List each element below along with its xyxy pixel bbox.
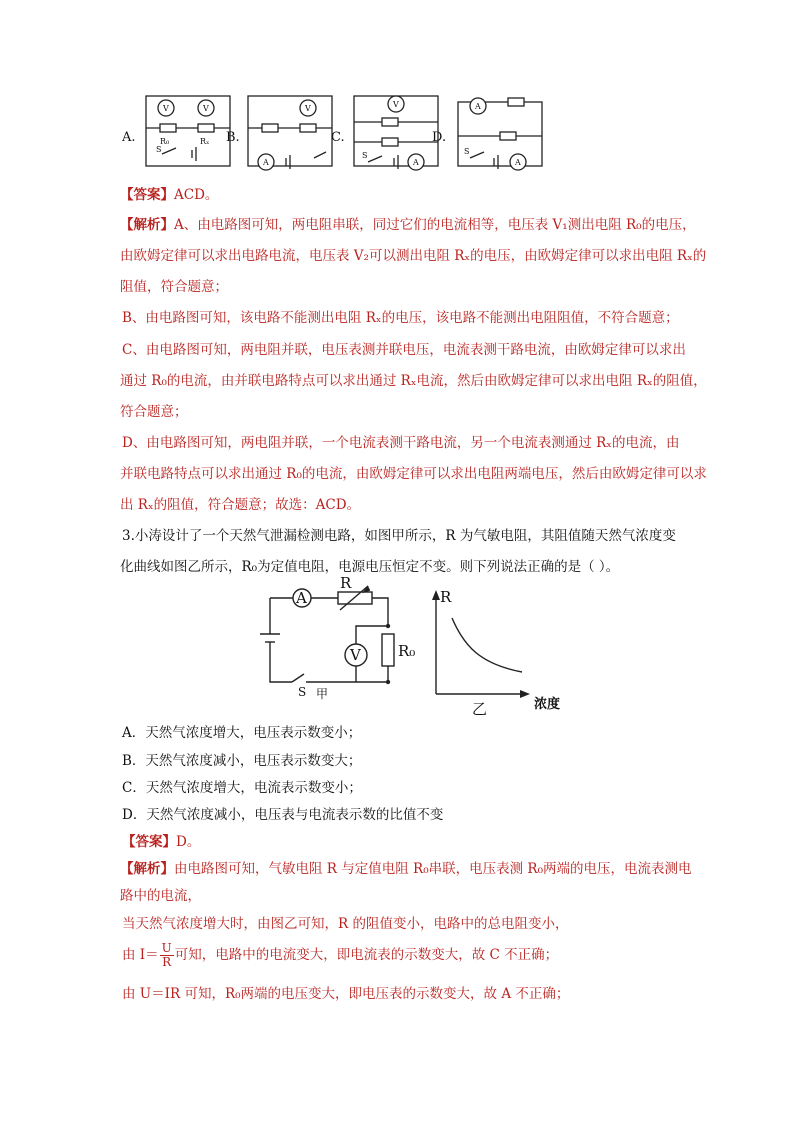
- analysis-1-line-10: 出 Rₓ的阻值，符合题意；故选：ACD。: [120, 497, 361, 513]
- graph-yi: [436, 594, 526, 694]
- analysis-1-line-3: 阻值，符合题意；: [120, 279, 228, 295]
- answer-3: [122, 832, 200, 852]
- question-3-figure: [256, 574, 576, 718]
- circuit-jia: [260, 586, 394, 682]
- circuit-c-ammeter: A: [413, 158, 419, 167]
- figure-ammeter-label: A: [296, 589, 307, 607]
- graph-y-label: R: [440, 588, 452, 606]
- ohm-fraction: $\frac{U}{R}$: [161, 941, 172, 969]
- analysis-3-line-3: 当天然气浓度增大时，由图乙可知，R 的阻值变小，电路中的总电阻变小，: [122, 916, 569, 932]
- option-a-label: A.: [122, 130, 136, 145]
- circuit-a-voltmeter-1: V: [163, 104, 169, 113]
- analysis-1-tag: 【解析】: [120, 217, 174, 233]
- answer-3-value: D。: [176, 834, 201, 850]
- option-b-label: B.: [226, 130, 240, 145]
- analysis-1-line-1: 【解析】A、由电路图可知，两电阻串联，同过它们的电流相等，电压表 V₁测出电阻 R₀的电压，: [120, 217, 696, 233]
- circuit-d-ammeter-1: A: [475, 102, 481, 111]
- question-3-line-2: 化曲线如图乙所示，R₀为定值电阻，电源电压恒定不变。则下列说法正确的是（ ）。: [120, 559, 620, 575]
- option-circuit-diagrams: [140, 92, 560, 172]
- option-a: A．天然气浓度增大，电压表示数变小；: [122, 725, 362, 741]
- circuit-a-voltmeter-2: V: [203, 104, 209, 113]
- option-c: C．天然气浓度增大，电流表示数变小；: [122, 780, 362, 796]
- circuit-b-ammeter: A: [263, 158, 269, 167]
- circuit-a-switch: S: [156, 145, 162, 154]
- analysis-3-tag: 【解析】: [120, 861, 174, 877]
- analysis-1-line-6: 通过 R₀的电流，由并联电路特点可以求出通过 Rₓ电流，然后由欧姆定律可以求出电阻 Rₓ的阻值，: [120, 373, 707, 389]
- answer-1: [120, 185, 218, 205]
- circuit-a: [146, 96, 230, 166]
- analysis-1-line-4: B、由电路图可知，该电路不能测出电阻 Rₓ的电压，该电路不能测出电阻阻值，不符合题意；: [122, 310, 679, 326]
- circuit-a-r0: R₀: [160, 137, 170, 146]
- circuit-c-switch: S: [362, 151, 368, 160]
- answer-1-tag: 【答案】: [120, 187, 174, 203]
- circuit-d-switch: S: [464, 147, 470, 156]
- circuit-a-rx: Rₓ: [200, 137, 210, 146]
- option-c-label: C.: [331, 130, 345, 145]
- figure-voltmeter-label: V: [350, 646, 361, 664]
- analysis-1-line-9: 并联电路特点可以求出通过 R₀的电流，由欧姆定律可以求出电阻两端电压，然后由欧姆定律可以求: [120, 466, 707, 482]
- figure-r-label: R: [340, 574, 352, 592]
- option-b: B．天然气浓度减小，电压表示数变大；: [122, 753, 362, 769]
- analysis-1-line-5: C、由电路图可知，两电阻并联，电压表测并联电压，电流表测干路电流，由欧姆定律可以求出: [122, 342, 686, 358]
- circuit-b-voltmeter: V: [305, 104, 311, 113]
- analysis-1-line-8: D、由电路图可知，两电阻并联，一个电流表测干路电流，另一个电流表测通过 Rₓ的电流，由: [122, 435, 680, 451]
- analysis-3-line-4: 由 I＝ $\frac{U}{R}$ 可知，电路中的电流变大，即电流表的示数变大，故 C 不正确；: [122, 941, 559, 969]
- figure-r0-label: R₀: [398, 642, 416, 660]
- analysis-1-line-2: 由欧姆定律可以求出电路电流，电压表 V₂可以测出电阻 Rₓ的电压，由欧姆定律可以求出电阻 Rₓ的: [120, 248, 707, 264]
- circuit-b: [248, 96, 332, 170]
- figure-switch-label: S: [298, 685, 307, 699]
- circuit-d: [458, 98, 542, 170]
- analysis-3-line-2: 路中的电流，: [120, 888, 201, 904]
- option-d-label: D.: [432, 130, 447, 145]
- option-d: D．天然气浓度减小，电压表与电流表示数的比值不变: [122, 807, 444, 823]
- analysis-3-line-1: 【解析】由电路图可知，气敏电阻 R 与定值电阻 R₀串联，电压表测 R₀两端的电压，电流表测电: [120, 861, 692, 877]
- circuit-d-ammeter-2: A: [515, 158, 521, 167]
- question-3-line-1: 3.小涛设计了一个天然气泄漏检测电路，如图甲所示，R 为气敏电阻，其阻值随天然气浓度变: [122, 528, 676, 544]
- graph-x-label: 浓度: [534, 697, 561, 712]
- circuit-c-voltmeter: V: [393, 100, 399, 109]
- analysis-1-line-7: 符合题意；: [120, 404, 188, 420]
- analysis-3-line-5: 由 U＝IR 可知，R₀两端的电压变大，即电压表的示数变大，故 A 不正确；: [122, 986, 570, 1002]
- figure-caption-jia: 甲: [316, 687, 329, 701]
- figure-caption-yi: 乙: [472, 700, 488, 718]
- answer-1-value: ACD。: [174, 187, 219, 203]
- answer-3-tag: 【答案】: [122, 834, 176, 850]
